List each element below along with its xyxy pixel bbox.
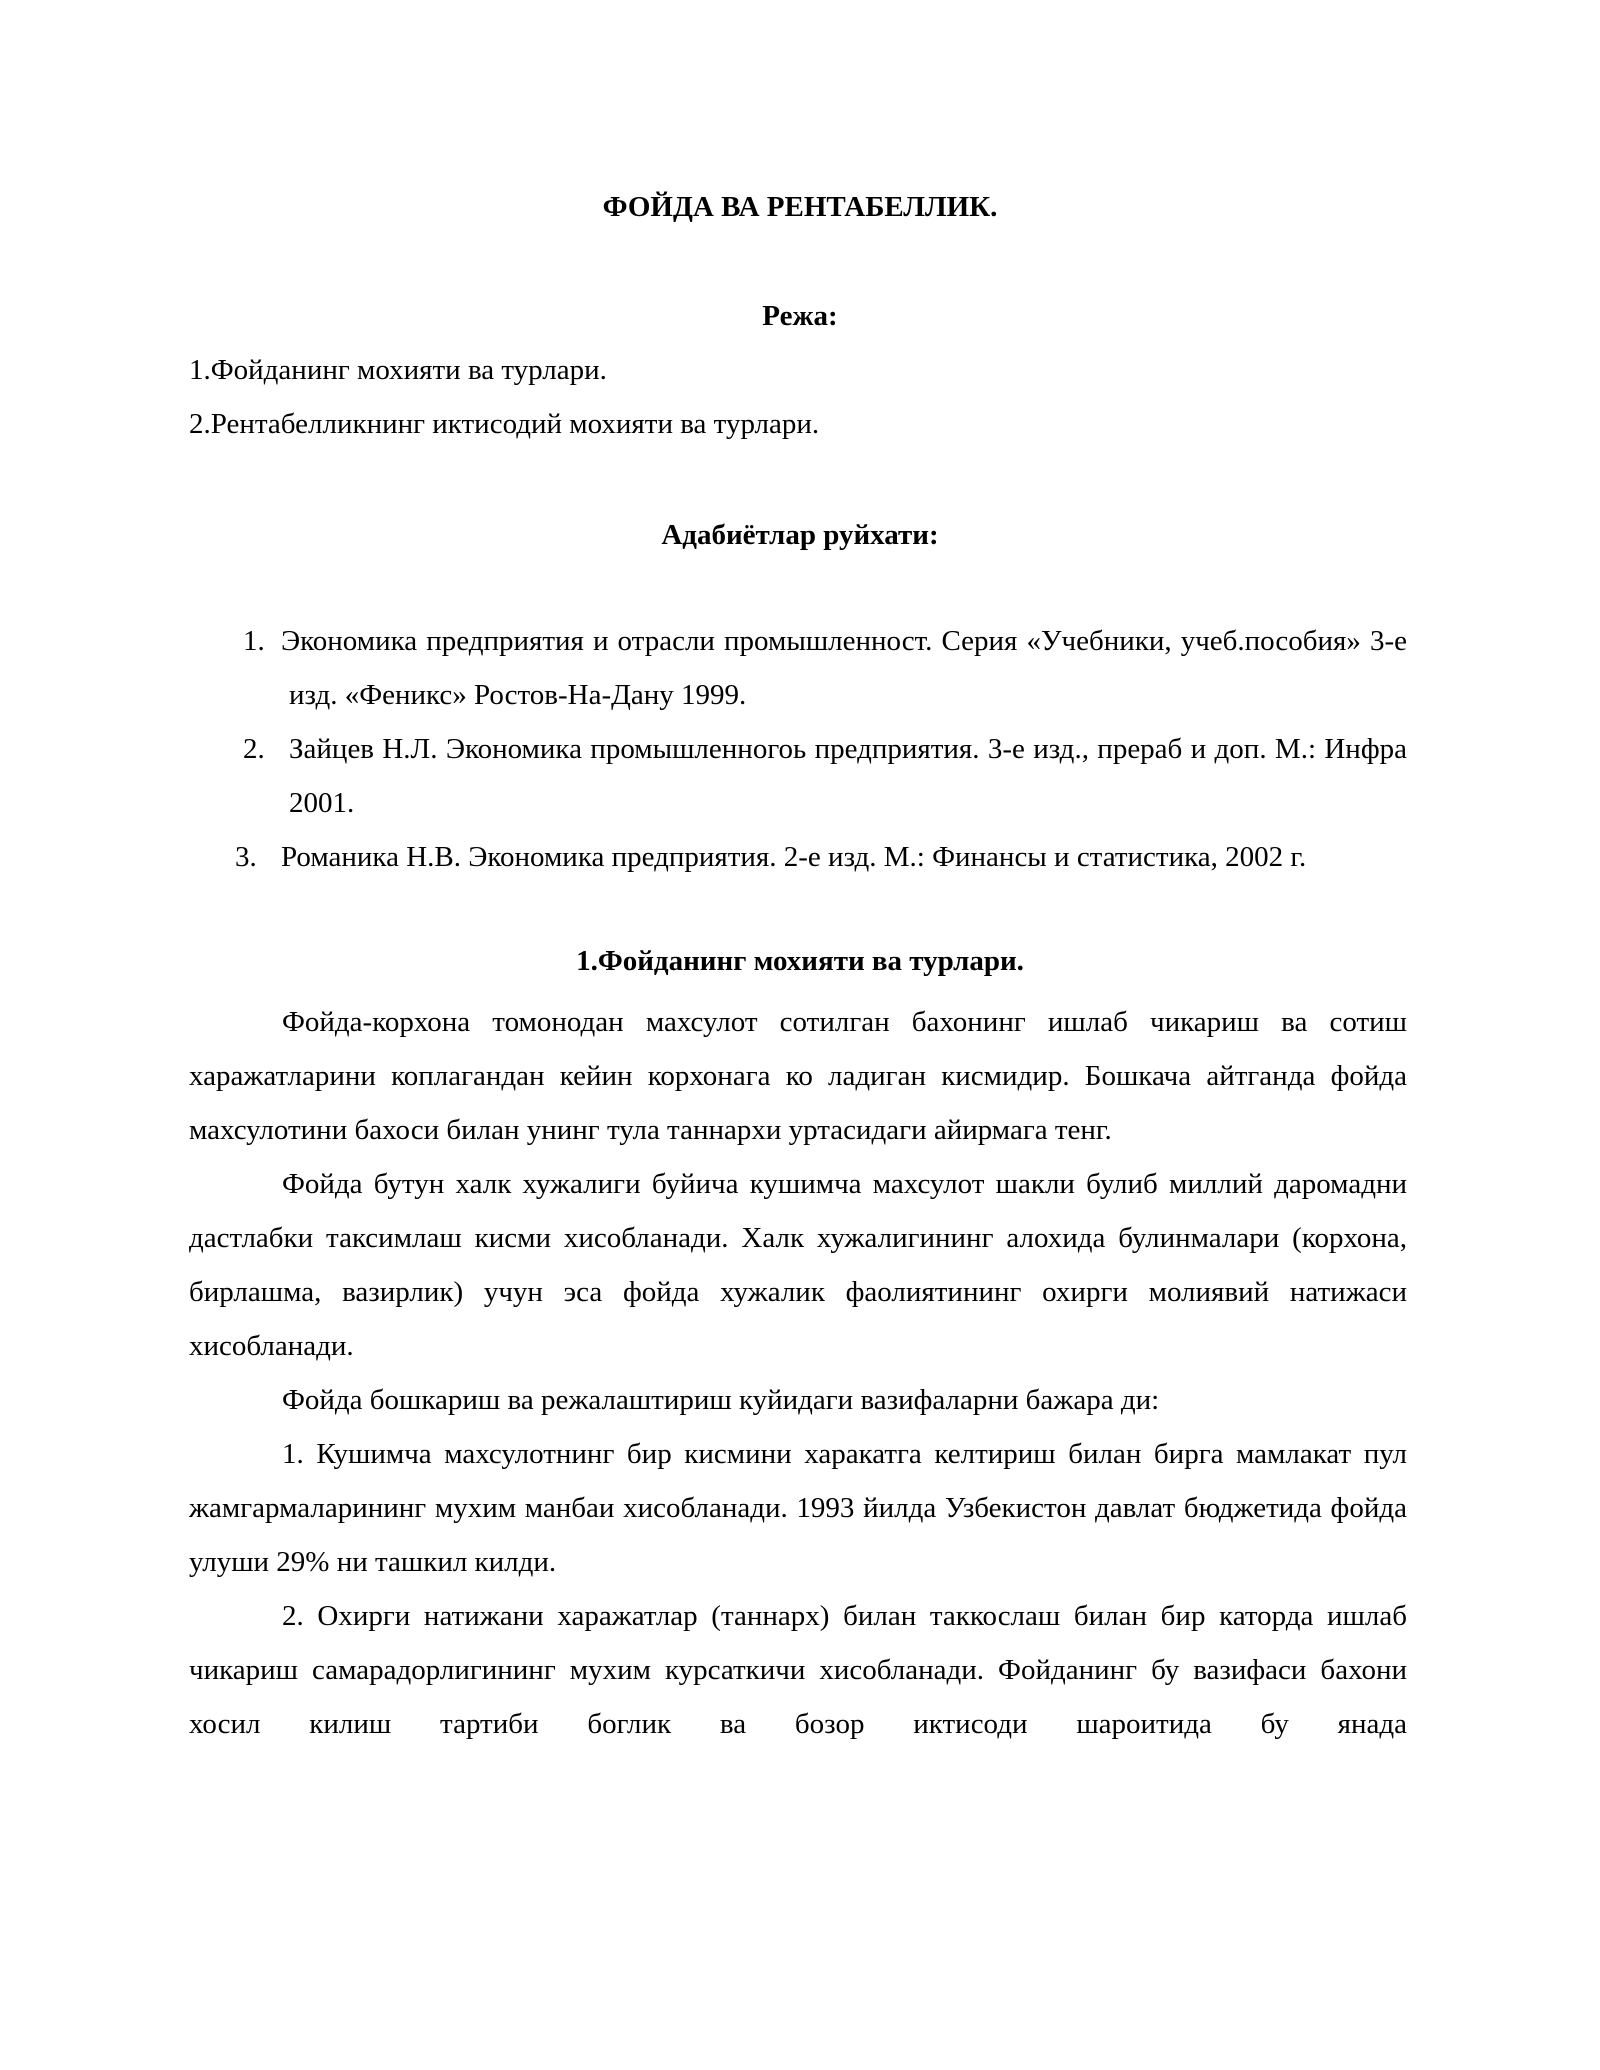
reference-text: Романика Н.В. Экономика предприятия. 2-е изд. М.: Финансы и статистика, 2002 г. bbox=[281, 841, 1307, 873]
reference-number: 1. bbox=[243, 625, 265, 657]
reference-text: Зайцев Н.Л. Экономика промышленногоь предприятия. 3-е изд., прераб и доп. М.: Инфра 2001. bbox=[289, 733, 1407, 819]
plan-heading: Режа: bbox=[762, 300, 838, 332]
body-paragraph: 2. Охирги натижани харажатлар (таннарх) билан таккослаш билан бир каторда ишлаб чикариш самарадорлигининг мухим курсаткичи хисобланади. Фойданинг бу вазифаси бахони хосил килиш тартиби боглик ва бозор иктисоди шароитида бу янада bbox=[189, 1600, 1407, 1740]
body-paragraph: Фойда-корхона томонодан махсулот сотилган бахонинг ишлаб чикариш ва сотиш харажатларини коплагандан кейин корхонага ко ладиган кисмидир. Бошкача айтганда фойда махсулотини бахоси билан унинг тула таннархи уртасидаги айирмага тенг. bbox=[189, 1006, 1407, 1146]
reference-item-3 bbox=[189, 830, 1407, 884]
reference-item-2 bbox=[189, 722, 1407, 830]
body-paragraph: Фойда бошкариш ва режалаштириш куйидаги вазифаларни бажара ди: bbox=[282, 1384, 1160, 1416]
reference-number: 3. bbox=[235, 841, 257, 873]
reference-text: Экономика предприятия и отрасли промышленност. Серия «Учебники, учеб.пособия» 3-е изд. «Феникс» Ростов-На-Дану 1999. bbox=[281, 625, 1407, 711]
references-heading: Адабиётлар руйхати: bbox=[661, 519, 939, 551]
plan-item-2: 2.Рентабелликнинг иктисодий мохияти ва турлари. bbox=[189, 408, 820, 440]
document-title: ФОЙДА ВА РЕНТАБЕЛЛИК. bbox=[602, 191, 998, 223]
reference-number: 2. bbox=[243, 733, 265, 765]
body-paragraph: 1. Кушимча махсулотнинг бир кисмини харакатга келтириш билан бирга мамлакат пул жамгармаларининг мухим манбаи хисобланади. 1993 йилда Узбекистон давлат бюджетида фойда улуши 29% ни ташкил килди. bbox=[189, 1438, 1407, 1578]
body-paragraph: Фойда бутун халк хужалиги буйича кушимча махсулот шакли булиб миллий даромадни дастлабки таксимлаш кисми хисобланади. Халк хужалигининг алохида булинмалари (корхона, бирлашма, вазирлик) учун эса фойда хужалик фаолиятининг охирги молиявий натижаси хисобланади. bbox=[189, 1168, 1407, 1362]
section-heading: 1.Фойданинг мохияти ва турлари. bbox=[576, 945, 1024, 977]
reference-item-1 bbox=[189, 614, 1407, 722]
plan-item-1: 1.Фойданинг мохияти ва турлари. bbox=[189, 354, 607, 386]
section-body bbox=[189, 995, 1407, 1751]
